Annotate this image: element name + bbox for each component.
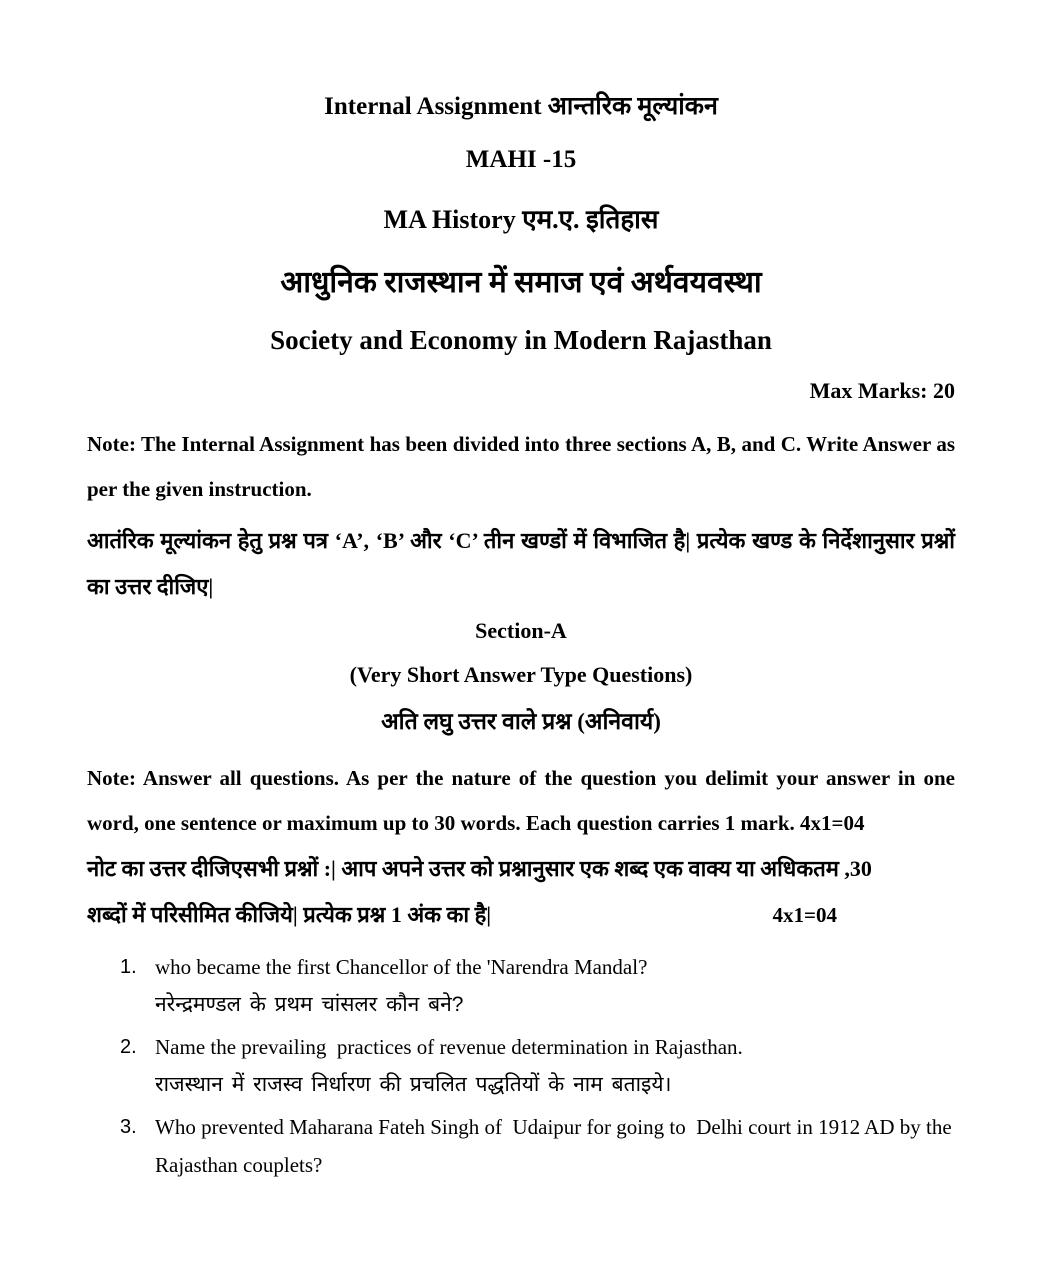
question-item bbox=[120, 1028, 955, 1104]
course-title-english: Society and Economy in Modern Rajasthan bbox=[270, 325, 772, 355]
question-text-hindi: नरेन्द्रमण्डल के प्रथम चांसलर कौन बने? bbox=[155, 993, 464, 1016]
section-a-note-hindi-line2: शब्दों में परिसीमित कीजिये| प्रत्येक प्रश्न 1 अंक का है| bbox=[87, 902, 492, 927]
question-text-english: Name the prevailing practices of revenue determination in Rajasthan. bbox=[155, 1035, 743, 1059]
question-item bbox=[120, 1108, 955, 1184]
program-title: MA History एम.ए. इतिहास bbox=[383, 205, 659, 234]
general-note-english: Note: The Internal Assignment has been divided into three sections A, B, and C. Write Answer as per the given instruction. bbox=[87, 432, 961, 501]
question-body bbox=[155, 948, 955, 1024]
course-title-hindi: आधुनिक राजस्थान में समाज एवं अर्थवयवस्था bbox=[280, 266, 762, 299]
section-a-subheading-hindi: अति लघु उत्तर वाले प्रश्न (अनिवार्य) bbox=[381, 709, 661, 734]
section-a-note-english: Note: Answer all questions. As per the nature of the question you delimit your answer in one word, one sentence or maximum up to 30 words. Each question carries 1 mark. 4x1=04 bbox=[87, 766, 961, 835]
question-number: 1. bbox=[120, 956, 137, 978]
question-number: 2. bbox=[120, 1036, 137, 1058]
question-text-english: who became the first Chancellor of the 'Narendra Mandal? bbox=[155, 955, 648, 979]
question-text-english: Who prevented Maharana Fateh Singh of Udaipur for going to Delhi court in 1912 AD by the Rajasthan couplets? bbox=[155, 1115, 957, 1177]
section-a-marks: 4x1=04 bbox=[772, 903, 837, 927]
question-body bbox=[155, 1108, 955, 1184]
question-list bbox=[87, 948, 955, 1184]
max-marks: Max Marks: 20 bbox=[809, 378, 955, 403]
question-text-hindi: राजस्थान में राजस्व निर्धारण की प्रचलित पद्धतियों के नाम बताइये। bbox=[155, 1073, 672, 1096]
question-body bbox=[155, 1028, 955, 1104]
question-number: 3. bbox=[120, 1116, 137, 1138]
section-a-note-hindi-line2-row bbox=[87, 892, 955, 938]
general-note-hindi: आतंरिक मूल्यांकन हेतु प्रश्न पत्र ‘A’, ‘B’ और ‘C’ तीन खण्डों में विभाजित है| प्रत्येक खण्ड के निर्देशानुसार प्रश्नों का उत्तर दीजिए| bbox=[87, 528, 955, 599]
question-item bbox=[120, 948, 955, 1024]
assignment-title: Internal Assignment आन्तरिक मूल्यांकन bbox=[324, 93, 718, 120]
course-code: MAHI -15 bbox=[465, 146, 577, 173]
section-a-subheading-english: (Very Short Answer Type Questions) bbox=[349, 662, 693, 687]
section-a-heading: Section-A bbox=[475, 618, 567, 643]
section-a-note-hindi-line1: नोट का उत्तर दीजिएसभी प्रश्नों :| आप अपने उत्तर को प्रश्नानुसार एक शब्द एक वाक्य या अधिकतम ,30 bbox=[87, 856, 872, 881]
